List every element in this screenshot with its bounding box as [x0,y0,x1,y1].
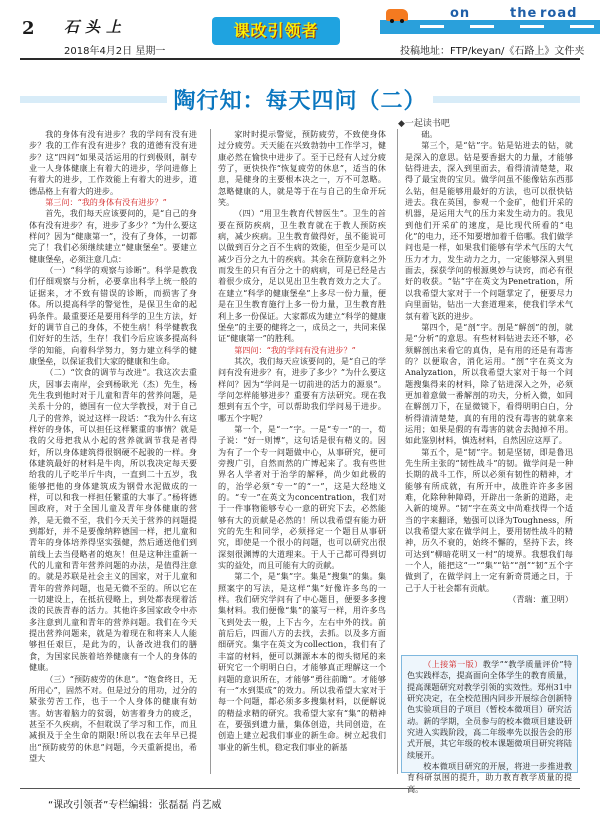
paragraph: （一）“科学的观察与诊断”。科学是教我们仔细观察与分析，必要拿出科学上统一般的证据来，才不致有错误的诊断，而损害了身体。所以提高科学的警觉性，是保卫生命的起码条件。最重要还是要用科学的卫生方法，好好的调节自己的身体，不使生病！科学健教我们好好的生活，生存！我们今后应该多提高科学的知能，向着科学努力，努力建立科学的健康堡垒，以保证我们大家的健康和生命。 [29,265,197,366]
paragraph: 第四个，是“剖”字。剖是“解剖”的剖，就是“分析”的意思。有些材料钻进去还不够，必须解剖出来看它的真伪，是有用的还是有毒害的？以便取舍，消化运用。“剖”字在英文为Analyzation，所以我希望大家对于每一个问题搜集得来的材料，除了钻进深入之外，必须更加着意做一番解剖的功夫，分析入微，如同在解剖刀下，在显微镜下，看得明明白白，分析得清清楚楚，真的有用的没有毒害的就拿来运用；如果是假的有毒害的就舍去抛掉不用。如此鉴别材料，慎选材料，自然因应这厚了。 [405,321,573,446]
article-column-2 [218,129,386,774]
paragraph: （四）“用卫生教育代替医生”。卫生的首要在预防疾病，卫生教育就在于教人预防疾病，减少疾病。卫生教育做得好，虽不能说可以做到百分之百不生病的效能，但至少是可以减少百分之九十的疾病。其余在预防意料之外而发生的只有百分之十的病病，可是已经是古着很少成分，足以见出卫生教育效力之大了。在建立“科学的健康堡垒”上多尽一份力量，便是在卫生教育施行上多一份力量，卫生教育胜利上多一份保证。大家都成为建立“科学的健康堡垒”的主要的健将之一，成员之一，共同来保证“健康第一”的胜利。 [218,208,386,344]
column-title: 课改引领者 [212,17,340,45]
paragraph: 首先，我们每天应该要问的，是“自己的身体有没有进步？有，进步了多少？”为什么要这样问？因为“健康第一”，没有了身体，一切都完了！我们必须继续建立“健康堡垒”。要建立健康堡垒，必须注意几点： [29,208,197,264]
car-icon [386,9,408,21]
continued-news-paragraph [407,659,572,761]
page-header [0,0,600,62]
banner-word-on: on [450,6,471,21]
paragraph: 家时时提示警觉，预防疲劳，不致使身体过分疲劳。天天能在兴致勃勃中工作学习，健康必然在愉快中进步了。至于已经有人过分疲劳了，更快快作“恢复疲劳的休息”，适当的休息，是健身的主要根本决之一，万不可忽略。忽略健康的人，就是等于在与自己的生命开玩笑。 [218,129,386,208]
paragraph: 第三个，是“钻”字。钻是钻进去的钻，就是深入的意思。钻是要香据大的力量，才能够钻得进去，深入到里面去，看得清清楚楚，取得了最宝贵的宝贝。做学问虽不能像钻东西那么钻，但是能够用最好的方法，也可以很快钻进去。我在英国，参观一个金矿，他们开采的机器，是运用大气的压力来发生动力的。我见到他们开采矿的速度，是比现代所看的“电化”的电力，还不知要增加着千倍哪。我们做学问也是一样，如果我们能够有学术气压的大气压力才力，发生动力之力，一定能够深入到里面去，探获学问的根源奥妙与诀窍，而必有很好的收获。“钻”字在英文为Penetration，所以我希望大家对于一个问题掌定了，便要尽力向里面钻，钻出一大套道理来，使我们学术气氛有着飞跃的进步。 [405,140,573,321]
paragraph: 第一个，是“一”字。一是“专一”的一，荀子说：“好一则博”，这句话是很有精义的。因为有了一个专一问题做中心，从事研究，便可旁搜广引，自然而然的广博起来了。我有些世界名人学者对于治学的解释，尚少如此极的的，治学必须“专一”的“一”，这是大经地义的。“专一”在英文为concentration，我们对于一件事物能够专心一意的研究下去，必然能够有大的贡献是必然的！所以我希望有能力研究的先生和同学，必须择定一个题目从事研究，即使是一个很小的问题，也可以研究出很深刻很渊博的大道理来。于人于己都可得到切实的益处，而且可能有大的贡献。 [218,423,386,571]
article-byline: ◆一起读书吧 [398,119,450,129]
article-column-3 [405,129,573,645]
paragraph: 校本微项目研究的开展，将进一步推进教育科研氛围的提升，助力教育教学质量的提 [407,761,572,783]
issue-date: 2018年4月2日 星期一 [64,46,166,57]
article-title [20,84,580,115]
continued-from-label: （上接第一版） [423,659,483,669]
header-divider [20,58,580,60]
footer-divider [20,788,580,789]
article-column-1 [29,129,197,774]
masthead-logo: 石头上 [64,18,128,36]
section-subheading: 第三问：“我的身体有没有进步？” [45,197,167,208]
road-dash [520,25,544,28]
continued-news-text: 教学”“教学质量评价”特色实践样态，提高面向全体学生的教育质量，提高课题研究对教学引领的实效性。郑州31中研究决定，在全校范围内同步开展综合创新特色实验项目的子项目（暂校本微项目）研究活动。新的学期，全员参与的校本微项目建设研究进入实践阶段，高二年级率先以报告会的形式开展，其它年级的校本课题微项目研究将陆续展开。 [407,659,572,760]
continued-news-box [401,655,578,783]
column-editors: “课改引领者”专栏编辑：张磊磊 肖艺威 [48,800,222,811]
paragraph: 第二个，是“集”字。集是“搜集”的集。集照案字的写法，是这样“集”好像许多鸟的一样。我们研究学问有了中心题目，便要多多搜集材料。我们便像“集”的篆写一样，用许多鸟飞到处去一般，上下古今，左右中外的找。前前后后，四面八方的去找，去抓。以及多方面细研究。集字在英文为collection，我们有了丰富的材料，便可以渊源本本的彻头彻尾的来研究它一个明明白白，才能够真正理解这一个问题的意识所在，才能够“勇往前瞻”。才能够有一“水到渠成”的效力。所以我希望大家对于每一个问题，都必须多多搜集材料，以便解说的精益求精的研究。我希望大家有“集”的精神在，要强到遗力量，集体创造，共同创造，在创造上建立起我们事业的新生命。树立起我们事业的新生机，稳定我们事业的新基 [218,571,386,752]
article-title-text: 陶行知：每天四问（二） [167,89,432,114]
paragraph: （二）“饮食的调节与改进”。我这次去重庆，因事去南岸，会到杨耿光（杰）先生，杨先生我到他时对于儿童和青年的营养问题，是关系十分的，德国有一位大学教授，对于自己几子的营养，说过这样一段话：“我为什么有这样好的身体，可以担任这样繁重的事情？就是我的父母把我从小起的营养就调节我是者得好，所以身体建筑得很钢硬不起骏的一样。身体建筑最好的材料是牛肉，所以我决定每天要给我的儿子吃半斤牛肉，一直到二十五岁，我能够把他的身体建筑成为钢骨水泥做成的一样，可以和我一样担任繁重的大事了。”杨将德国政府，对于全国儿童及青年身体健康的营养，是无微不至，我们今天关于营养的问题提到都好，并不是要像纳粹德国一样，把儿童和青年的身体培养得坚实强健，然后通送他们到前线上去当侵略者的炮灰！但是这种注重新一代的儿童和青年营养问题的办法，是值得注意的。就是苏联是社会主义的国家，对于儿童和青年的营养问题，也是无微不至的。所以它在一切建设上，在抵抗侵略上，到处都表现着活泼的民族青春的活力。其他许多国家政令中亦多注意到儿童和青年的营养问题。我们在今天提出营养问题来，就是为着现在和将来人人能够担任艰巨，是此为的，认备改进我们的膳食，为国家民族着培养健康有一个人的身体的健康。 [29,367,197,673]
article-source: （青瑞：董卫明） [508,594,573,605]
paragraph: 第五个，是“韧”字。韧是坚韧，即是鲁迅先生所主张的“韧性战斗”的韧。做学问是一种长期的战斗工作，所以必须有韧性的精神，才能够有所成就，有所开中，战胜许许多多困难，化除种种障碍，开辟出一条新的道路，走入新的境界。“韧”字在英文中尚难找得一个适当的字来翻译，勉强可以译为Toughness，所以我希望大家在做学问上，要用韧性战斗的精神，历久不衰的，始终不懈的，坚持下去，终可达到“柳暗花明又一村”的境界。我想我们每一个人，能把这“一”“集”“钻”“剖”“韧”五个字做到了，在做学问上一定有新奇贯通之日，于己于人于社会都有贡献。 [405,446,573,593]
submission-address: 投稿地址：FTP/keyan/《石路上》文件夹 [400,46,585,57]
paragraph: 我的身体有没有进步？我的学问有没有进步？我的工作有没有进步？我的道德有没有进步？这“四问”如果灵活运用的行到极则，制专业一人身体健康上有着大的进步，学问进修上有着大的进步，工作效能上有着大的进步，道德品格上有着大的进步。 [29,129,197,196]
article-title-band [20,84,580,114]
on-the-road-banner [380,6,600,40]
section-subheading: 第四问：“我的学问有没有进步？” [234,344,356,355]
paragraph: 础。 [421,129,438,139]
road-dash [420,25,444,28]
paragraph: 其次，我们每天应该要问的，是“自己的学问有没有进步？有，进步了多少？”为什么要这样问？因为“学问是一切前进的活力的源泉”。学问怎样能够进步？重要有方法研究。现在我想到有五个字，可以帮助我们学问易于进步。哪五个字呢？ [218,355,386,423]
column-divider [397,129,398,774]
road-dash [470,25,494,28]
road-dash [570,25,594,28]
column-divider [210,129,211,774]
banner-word-road: road [540,6,578,21]
paragraph: （三）“预防疲劳的休息”。“饱食终日，无所用心”，固然不对。但是过分的用功，过分的紧张劳苦工作，也于一个人身体的健康有妨害。妨害着脑力的贫弱，妨害着身力的疲乏，甚至不久疾病，不但耽误了学习和工作，而且减损及于全生命的期限!所以我在去年早已提出“预防疲劳的休息”问题，今天重新提出，希望大 [29,673,197,763]
banner-word-the: the [510,6,538,21]
page-number: 2 [22,18,35,39]
